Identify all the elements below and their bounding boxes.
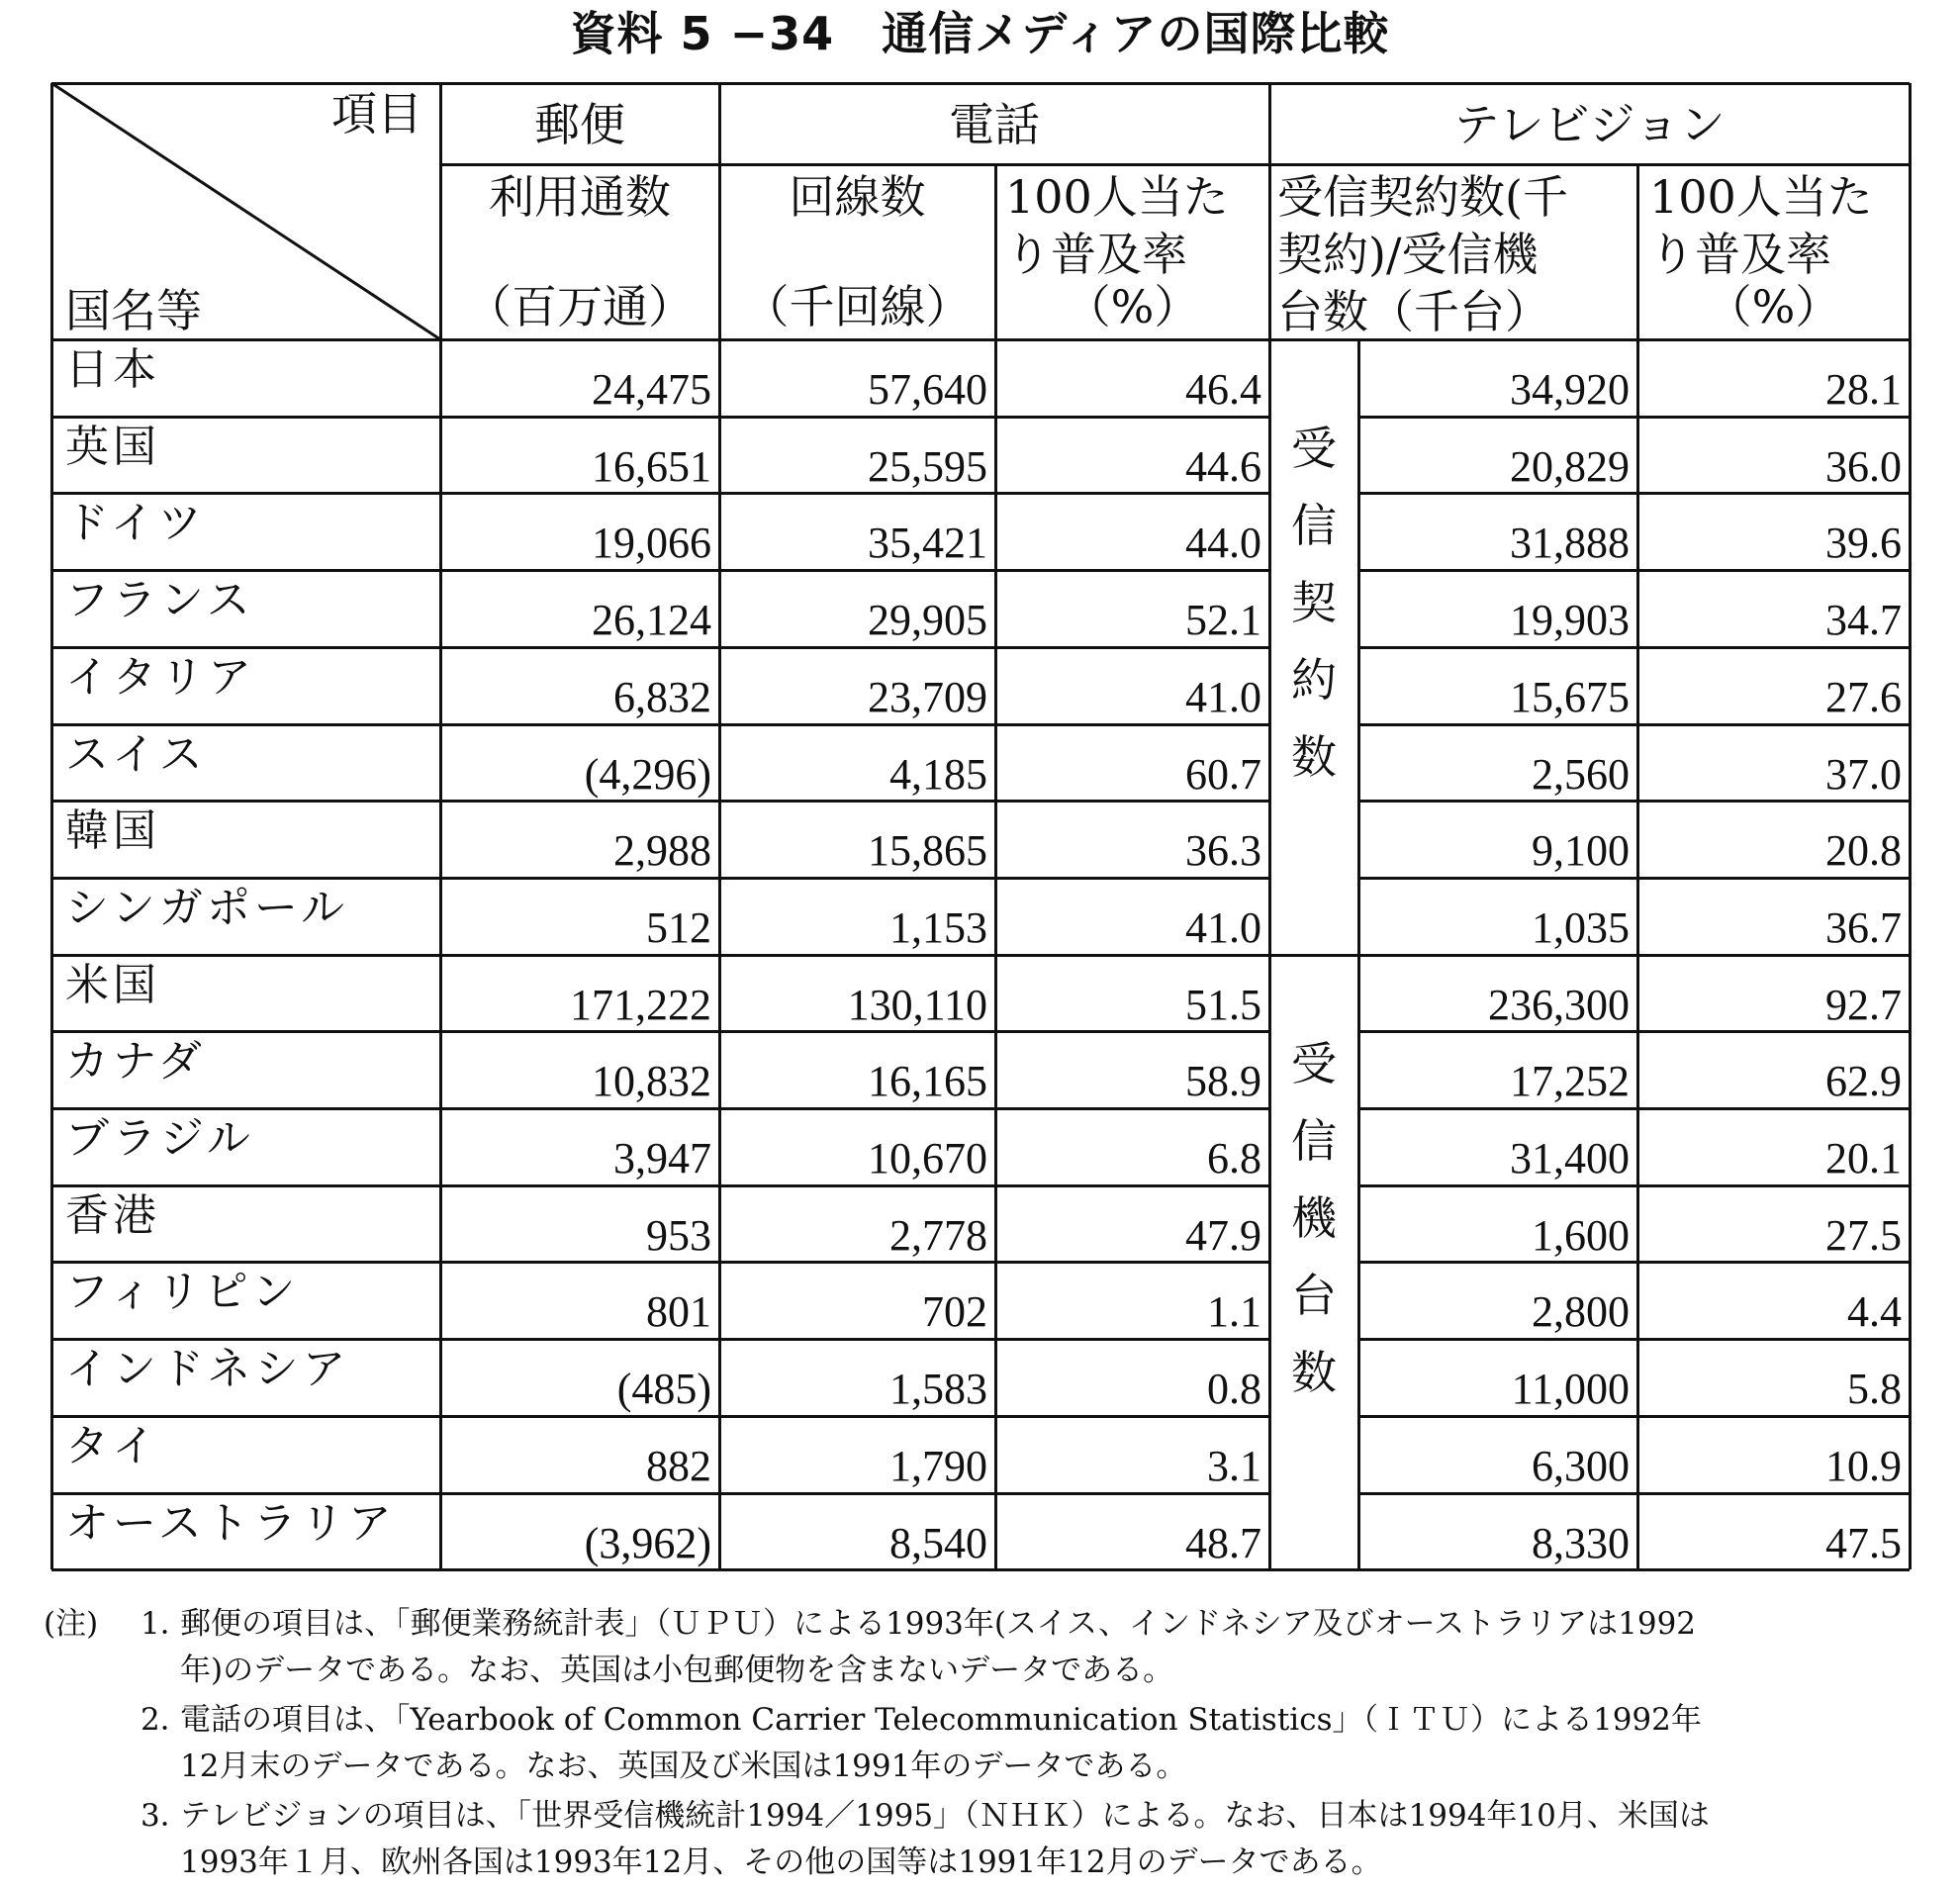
header-tv-rate [1649,168,1910,283]
row-country: 日本 [65,345,160,395]
row-phone-lines: 15,865 [868,826,987,876]
row-mail-volume: 882 [646,1441,711,1490]
row-tv-rate: 37.0 [1825,749,1902,799]
note-text [180,1697,1931,1790]
row-country: イタリア [65,652,255,703]
note-text [180,1793,1931,1886]
rule [1358,800,1910,803]
header-divider [440,163,1910,166]
rule [1358,492,1910,495]
row-tv-count: 15,675 [1510,672,1630,721]
rule [51,723,1269,726]
row-tv-count: 34,920 [1510,365,1630,414]
header-mail-volume-unit: （百万通） [466,280,694,333]
title-text: 通信メディアの国際比較 [882,7,1390,60]
note-line: 12月末のデータである。なお、英国及び米国は1991年のデータである。 [180,1749,1187,1784]
row-phone-lines: 130,110 [847,980,987,1029]
tv-group-receivers-label-char: 信 [1291,1113,1337,1168]
tv-group-receivers-label-char: 機 [1291,1190,1337,1245]
rule [51,646,1269,649]
header-mail-volume: 利用通数 [489,170,671,224]
row-mail-volume: 953 [646,1210,711,1260]
row-country: 英国 [65,422,160,472]
row-phone-lines: 2,778 [889,1210,987,1260]
tv-group-receivers-label-char: 受 [1291,1036,1337,1090]
row-country: ブラジル [65,1114,254,1164]
rule [1358,723,1910,726]
row-tv-rate: 47.5 [1825,1518,1902,1567]
row-phone-lines: 35,421 [868,519,987,568]
header-television: テレビジョン [1453,98,1726,151]
row-phone-rate: 48.7 [1185,1518,1261,1567]
row-tv-rate: 5.8 [1847,1365,1902,1414]
tv-group-contracts-label-char: 信 [1291,499,1337,552]
tv-group-contracts-label-char: 受 [1291,422,1337,475]
row-tv-count: 6,300 [1532,1441,1630,1490]
rule [1358,569,1910,572]
row-country: 米国 [65,960,160,1010]
row-mail-volume: 801 [646,1287,711,1337]
row-country: インドネシア [65,1345,350,1395]
row-mail-volume: 171,222 [570,980,711,1029]
rule [51,492,1269,495]
row-phone-rate: 1.1 [1207,1287,1261,1337]
row-phone-rate: 41.0 [1185,672,1261,721]
row-country: シンガポール [65,883,349,933]
tv-group-receivers-label-char: 台 [1291,1268,1337,1322]
row-mail-volume: 26,124 [592,596,711,645]
row-tv-count: 19,903 [1510,596,1630,645]
notes-label: (注) [44,1606,99,1642]
header-tv-rate-unit: （%） [1706,280,1841,333]
rule [1358,1184,1910,1187]
note-line: 年)のデータである。なお、英国は小包郵便物を含まないデータである。 [180,1653,1174,1688]
header-phone-rate-unit: （%） [1065,280,1200,333]
rule [51,800,1269,803]
row-phone-rate: 44.0 [1185,519,1261,568]
row-tv-count: 17,252 [1510,1057,1630,1106]
row-phone-rate: 6.8 [1207,1134,1261,1182]
row-country: 韓国 [65,806,160,857]
rule [1358,1338,1910,1341]
header-tv-contracts-line: 受信契約数(千 [1277,170,1568,224]
row-tv-count: 11,000 [1511,1365,1630,1414]
row-tv-count: 1,600 [1532,1210,1630,1260]
rule [51,1492,1269,1495]
row-tv-rate: 92.7 [1825,980,1902,1029]
row-phone-lines: 1,153 [889,902,987,952]
rule [51,877,1269,880]
row-tv-rate: 34.7 [1825,596,1902,645]
row-tv-rate: 10.9 [1825,1441,1902,1490]
rule [1358,1107,1910,1110]
header-lines-unit: （千回線） [743,280,972,333]
tv-group-contracts-label-char: 数 [1291,730,1337,784]
rule [51,416,1269,419]
row-phone-lines: 1,790 [889,1441,987,1490]
row-tv-rate: 27.6 [1825,672,1902,721]
rule [1358,1415,1910,1418]
row-phone-rate: 47.9 [1185,1210,1261,1260]
header-tv-contracts-line: 契約)/受信機 [1277,228,1539,281]
row-phone-lines: 702 [922,1287,987,1337]
header-lines: 回線数 [789,170,926,224]
row-country: ドイツ [65,499,206,549]
row-mail-volume: 2,988 [613,826,711,876]
row-mail-volume: 6,832 [613,672,711,721]
row-mail-volume: 16,651 [592,441,711,491]
row-phone-rate: 58.9 [1185,1057,1261,1106]
rule [51,1261,1269,1264]
rule [1358,1261,1910,1264]
tv-group-contracts-label [1269,410,1358,796]
row-phone-rate: 0.8 [1207,1365,1261,1414]
note-line: テレビジョンの項目は、「世界受信機統計1994／1995」（ＮＨＫ）による。なお、日本は1994年10月、米国は [180,1798,1710,1834]
note-line: 郵便の項目は、「郵便業務統計表」（ＵＰＵ）による1993年(スイス、インドネシア及びオーストラリアは1992 [180,1606,1697,1642]
row-mail-volume: (4,296) [584,749,711,799]
row-mail-volume: (485) [616,1365,711,1414]
row-phone-lines: 10,670 [868,1134,987,1182]
row-tv-count: 8,330 [1532,1518,1630,1567]
header-phone-rate-line: 100人当た [1005,170,1229,224]
rule [51,1184,1269,1187]
row-tv-count: 31,888 [1510,519,1630,568]
rule [51,1415,1269,1418]
row-phone-rate: 60.7 [1185,749,1261,799]
row-mail-volume: 19,066 [592,519,711,568]
row-phone-rate: 52.1 [1185,596,1261,645]
header-tv-rate-line: り普及率 [1649,228,1831,281]
note-text [180,1601,1931,1694]
tv-group-receivers-label-char: 数 [1291,1345,1337,1399]
row-country: スイス [65,729,207,780]
row-tv-rate: 36.7 [1825,902,1902,952]
header-postal: 郵便 [534,98,625,151]
row-mail-volume: (3,962) [584,1518,711,1567]
row-phone-rate: 41.0 [1185,902,1261,952]
row-phone-lines: 8,540 [889,1518,987,1567]
header-phone-rate [1005,168,1269,283]
row-country: フランス [65,576,254,626]
row-phone-lines: 25,595 [868,441,987,491]
rule [1358,646,1910,649]
rule [1358,877,1910,880]
row-tv-count: 1,035 [1532,902,1630,952]
header-tv-rate-line: 100人当た [1649,170,1873,224]
tv-group-contracts-label-char: 契 [1291,576,1337,629]
row-phone-lines: 16,165 [868,1057,987,1106]
tv-group-receivers-label [1269,1025,1358,1411]
row-tv-rate: 28.1 [1825,365,1902,414]
note-number: 3． [140,1798,191,1834]
header-phone-rate-line: り普及率 [1005,228,1187,281]
rule [51,1107,1269,1110]
row-phone-rate: 3.1 [1207,1441,1261,1490]
title-code: 資料 5 −34 [570,7,835,60]
row-tv-rate: 20.8 [1825,826,1902,876]
header-tv-contracts [1277,168,1637,340]
row-tv-rate: 27.5 [1825,1210,1902,1260]
rule [51,1338,1269,1341]
row-tv-count: 236,300 [1488,980,1630,1029]
row-phone-lines: 29,905 [868,596,987,645]
group-divider [51,954,1910,957]
row-tv-count: 2,560 [1532,749,1630,799]
row-country: オーストラリア [65,1498,396,1549]
row-phone-lines: 57,640 [868,365,987,414]
row-country: 香港 [65,1190,160,1241]
tv-group-contracts-label-char: 約 [1291,653,1337,707]
note-number: 1． [140,1606,191,1642]
note-line: 電話の項目は、「Yearbook of Common Carrier Telecommunication Statistics」（ＩＴＵ）による1992年 [180,1702,1702,1738]
row-mail-volume: 24,475 [592,365,711,414]
rule [1358,1030,1910,1033]
row-phone-rate: 36.3 [1185,826,1261,876]
row-phone-rate: 44.6 [1185,441,1261,491]
header-country-label: 国名等 [65,284,202,337]
row-mail-volume: 512 [646,902,711,952]
row-phone-lines: 23,709 [868,672,987,721]
note-number: 2． [140,1702,191,1738]
row-country: タイ [65,1421,160,1471]
row-tv-rate: 62.9 [1825,1057,1902,1106]
row-tv-count: 20,829 [1510,441,1630,491]
header-item-label: 項目 [331,87,422,141]
table-bottom-border [51,1568,1910,1571]
row-tv-rate: 4.4 [1847,1287,1902,1337]
rule [51,569,1269,572]
row-tv-count: 31,400 [1510,1134,1630,1182]
rule [51,1030,1269,1033]
row-tv-rate: 36.0 [1825,441,1902,491]
rule [1358,1492,1910,1495]
row-tv-count: 9,100 [1532,826,1630,876]
row-tv-rate: 39.6 [1825,519,1902,568]
document-title [0,4,1960,63]
row-phone-rate: 51.5 [1185,980,1261,1029]
row-phone-lines: 1,583 [889,1365,987,1414]
row-mail-volume: 3,947 [613,1134,711,1182]
row-phone-lines: 4,185 [889,749,987,799]
row-country: フィリピン [65,1268,300,1318]
row-phone-rate: 46.4 [1185,365,1261,414]
row-tv-rate: 20.1 [1825,1134,1902,1182]
row-tv-count: 2,800 [1532,1287,1630,1337]
header-tv-contracts-line: 台数（千台） [1277,285,1550,338]
note-line: 1993年１月、欧州各国は1993年12月、その他の国等は1991年12月のデータである。 [180,1844,1382,1880]
row-mail-volume: 10,832 [592,1057,711,1106]
rule [1358,416,1910,419]
header-telephone: 電話 [949,98,1040,151]
row-country: カナダ [65,1037,206,1087]
